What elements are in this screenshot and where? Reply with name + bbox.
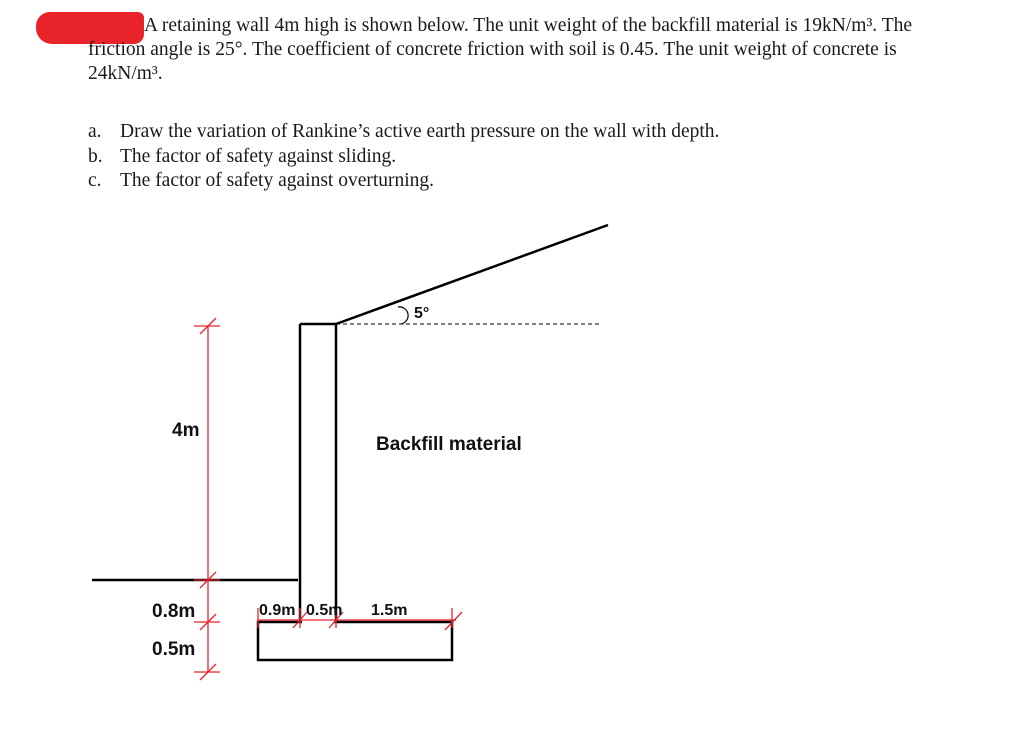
problem-line-2: friction angle is 25°. The coefficient of concrete friction with soil is 0.45. The unit weight of concrete is: [88, 39, 897, 60]
wall-stem-outline: [300, 324, 336, 622]
slope-angle-label: 5°: [414, 305, 430, 322]
backfill-slope-line: [336, 225, 608, 324]
problem-line-1: A retaining wall 4m high is shown below. The unit weight of the backfill material is 19kN/m³. The: [144, 15, 913, 36]
question-a-text: Draw the variation of Rankine’s active earth pressure on the wall with depth.: [120, 121, 720, 142]
slope-angle-arc: [398, 307, 408, 324]
heel-width-label: 1.5m: [371, 602, 408, 619]
wall-height-label: 4m: [172, 420, 200, 441]
question-a-mark: a.: [88, 121, 102, 142]
question-b-text: The factor of safety against sliding.: [120, 145, 397, 167]
height-dimension: [194, 318, 220, 680]
question-b-mark: b.: [88, 145, 103, 167]
embedment-depth-label: 0.8m: [152, 601, 196, 622]
problem-line-3: 24kN/m³.: [88, 63, 163, 84]
question-c-text: The factor of safety against overturning.: [120, 170, 435, 191]
stem-width-label: 0.5m: [306, 602, 343, 619]
base-thickness-label: 0.5m: [152, 639, 196, 660]
question-c-mark: c.: [88, 170, 102, 191]
backfill-label: Backfill material: [376, 434, 522, 455]
wall-base-slab: [258, 622, 452, 660]
toe-width-label: 0.9m: [259, 602, 296, 619]
